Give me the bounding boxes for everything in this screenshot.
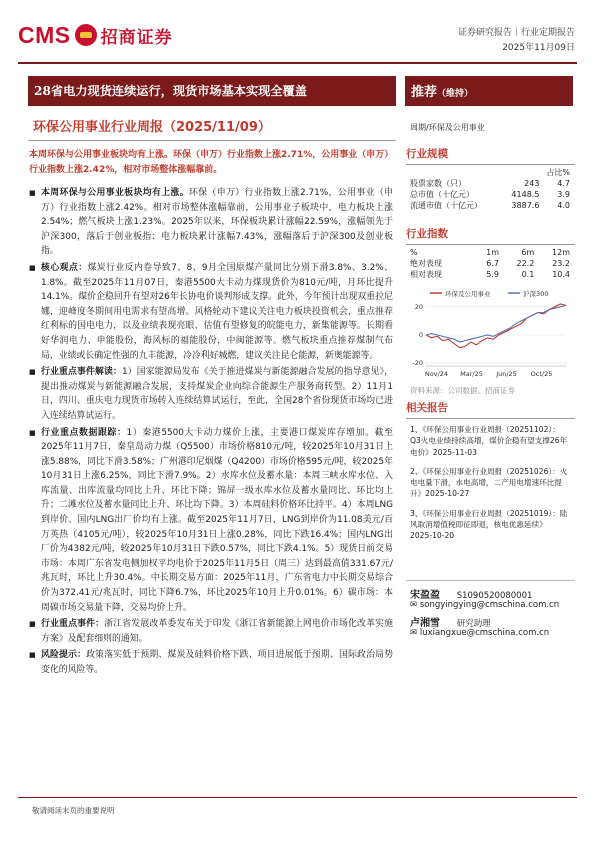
report-type: 证券研究报告｜行业定期报告 [457,28,575,38]
x-tick-label: Oct/25 [530,370,553,378]
x-tick-label: Mar/25 [460,370,483,378]
analyst-id: S1090520080001 [456,591,533,601]
scale-col-header: 占比% [546,168,570,177]
brand-en: CMS [18,21,71,48]
x-tick-label: Jun/25 [496,370,517,378]
bullet-item [29,186,393,259]
y-tick-label: 20 [414,302,423,311]
legend-label: 沪深300 [523,290,549,298]
bullet-item [29,617,393,646]
bullet-head: 行业重点事件： [41,619,105,630]
bullet-body: 浙江省发展改革委发布关于印发《浙江省新能源上网电价市场化改革实施方案》及配套细则的通知。 [41,619,394,644]
bullet-head: 行业重点数据跟踪： [41,427,127,438]
rating-sub: （维持） [437,89,474,99]
analyst-divider [406,580,575,581]
bullet-body: 政策落实低于预期、煤炭及硅料价格下跌、项目进展低于预期、国际政治局势变化的风险等。 [41,650,394,675]
report-date: 2025年11月09日 [502,43,575,53]
index-table [410,247,570,280]
bullet-item [29,365,393,423]
bullet-item [29,426,393,616]
list-item[interactable]: 3、《环保公用事业行业周报（20251019）：陆风取消增值税即征即退，核电优惠延续》2025-10-20 [410,508,568,541]
header-divider [18,62,577,64]
list-item[interactable]: 1、《环保公用事业行业周报（20251102）：Q3火电业绩持续高增，煤价企稳有望支撑26年电价》2025-11-03 [410,425,568,457]
bullet-body: 1）国家能源局发布《关于推进煤炭与新能源融合发展的指导意见》，提出推动煤炭与新能源融合发展，支持煤炭企业向综合能源生产服务商转型。2）11月1日，四川、重庆电力现货市场转入连续结算试运行，至此，全国28个省份现货市场均已进入连续结算试运行。 [41,367,393,421]
table-row: 总市值（十亿元） 4148.5 3.9 [410,190,570,199]
footer-divider [18,797,577,798]
list-item[interactable]: 2、《环保公用事业行业周报（20251026）：火电电量下滑，水电高增，二产用电增速环比提升》2025-10-27 [410,466,568,499]
table-row: 绝对表现 6.7 22.2 23.2 [410,259,570,268]
bullet-head: 本周环保与公用事业板块均有上涨。 [41,188,190,198]
analyst-2 [410,614,491,629]
bullet-item [29,648,393,677]
analyst-name: 卢湘雪 [410,618,440,629]
analyst-1-email[interactable]: ✉ songyingying@cmschina.com.cn [410,600,560,610]
mail-icon: ✉ [410,628,420,638]
index-chart [404,286,574,384]
table-row: 相对表现 5.9 0.1 10.4 [410,270,570,279]
title-divider [28,140,396,141]
report-subtitle: 环保公用事业行业周报（2025/11/09） [33,120,271,135]
index-heading: 行业指数 [406,226,575,245]
chart-source: 资料来源：公司数据、招商证券 [410,386,515,395]
table-row: 流通市值（十亿元） 3887.6 4.0 [410,201,570,210]
report-header [458,26,575,56]
index-chart-svg [404,286,574,384]
analyst-2-email[interactable]: ✉ luxiangxue@cmschina.com.cn [410,628,550,638]
bullet-head: 核心观点： [41,262,88,273]
y-tick-label: 0 [418,331,423,339]
mail-icon: ✉ [410,600,420,610]
footer-note: 敬请阅读末页的重要说明 [32,806,115,815]
related-list [410,424,568,550]
bullet-item [29,261,393,363]
summary-text: 本周环保与公用事业板块均有上涨。环保（申万）行业指数上涨2.71%，公用事业（申万）行业指数上涨2.42%，相对市场整体涨幅靠前。 [29,150,389,175]
bullet-body: 环保（申万）行业指数上涨2.71%，公用事业（申万）行业指数上涨2.42%。相对市场整体涨幅靠前，公用事业子板块中，电力板块上涨2.54%；燃气板块上涨1.23%。2025年以来，环保板块累计涨幅22.59%，涨幅领先于沪深300，落后于创业板指；电力板块累计涨幅7.43%，涨幅落后于沪深300及创业板指。 [41,188,393,257]
brand-logo [18,20,173,50]
analyst-role: 研究助理 [456,619,491,629]
scale-table [410,167,570,211]
x-tick-label: Nov/24 [424,370,449,378]
scale-heading: 行业规模 [406,146,575,165]
table-row: 股票家数（只） 243 4.7 [410,179,570,188]
rating-label: 推荐 [411,85,438,100]
rating-box [405,76,573,106]
report-title: 28省电力现货连续运行，现货市场基本实现全覆盖 [28,76,396,106]
analyst-name: 宋盈盈 [410,590,440,601]
bullet-head: 风险提示： [41,650,87,661]
bullet-head: 行业重点事件解读： [41,367,122,378]
logo-emblem-icon [75,24,97,46]
bullet-list [29,186,393,680]
analyst-1 [410,586,532,601]
bullet-body: 1）秦港5500大卡动力煤价上涨，主要港口煤炭库存增加。截至2025年11月7日，秦皇岛动力煤（Q5500）市场价格810元/吨，较2025年10月31日上涨5.88%，同比下滑3.58%；广州港印尼烟煤（Q4200）市场价格595元/吨，较2025年10月31日上涨6.25%，同比下滑7.9%。2）水库水位及蓄水量：本周三峡水库水位、入库流量、出库流量均同比上升、环比下降；锦屏一级水库水位及蓄水量同比、环比均上升；二滩水位及蓄水量同比上升、环比均下降。3）本周硅料价格环比持平。4）本周LNG到岸价、国内LNG出厂价均有上涨。截至2025年11月7日，LNG到岸价为11.08美元/百万英热（4105元/吨），较2025年10月31日上涨0.28%，同比下跌16.4%；国内LNG出厂价为4382元/吨，较2025年10月31日下跌0.57%，同比下跌4.1%。5）现货日前交易市场：本周广东省发电侧加权平均电价于2025年11月5日（周三）达到最高值331.67元/兆瓦时，环比上升30.4%。中长期交易方面：2025年11月，广东省电力中长期交易综合价为372.41元/兆瓦时，同比下降6.7%，环比2025年10月上升0.01%。6）碳市场：本周碳市场交易量下降，交易均价上升。 [41,427,394,613]
bullet-body: 煤炭行业反内卷导致7、8、9月全国原煤产量同比分别下滑3.8%、3.2%、1.8%。截至2025年11月07日，秦港5500大卡动力煤现货价为810元/吨，月环比提升14.1%。煤价企稳回升有望对26年长协电价谈判形成支撑。此外，今年预计出现双重拉尼娜，迎峰度冬期间用电需求有望高增。风格轮动下建议关注电力板块投资机会，重点推荐红利标的国电电力，以及业绩表现亮眼、估值有望修复的皖能电力，新集能源等。长期看好华润电力、申能股份，海风标的福能股份，中闽能源等。燃气板块重点推荐煤制气布局，业绩或长确定性强的九丰能源，冷冷利好城燃，建议关注昆仑能源，新奥能源等。 [41,262,394,361]
related-heading: 相关报告 [406,400,575,419]
legend-label: 环保及公用事业 [445,290,491,298]
y-tick-label: -20 [412,359,423,368]
series-line-0 [426,304,566,348]
brand-cn: 招商证券 [100,27,173,48]
table-header-row: % 1m 6m 12m [410,248,570,257]
sector-label: 周期/环保及公用事业 [410,123,485,132]
